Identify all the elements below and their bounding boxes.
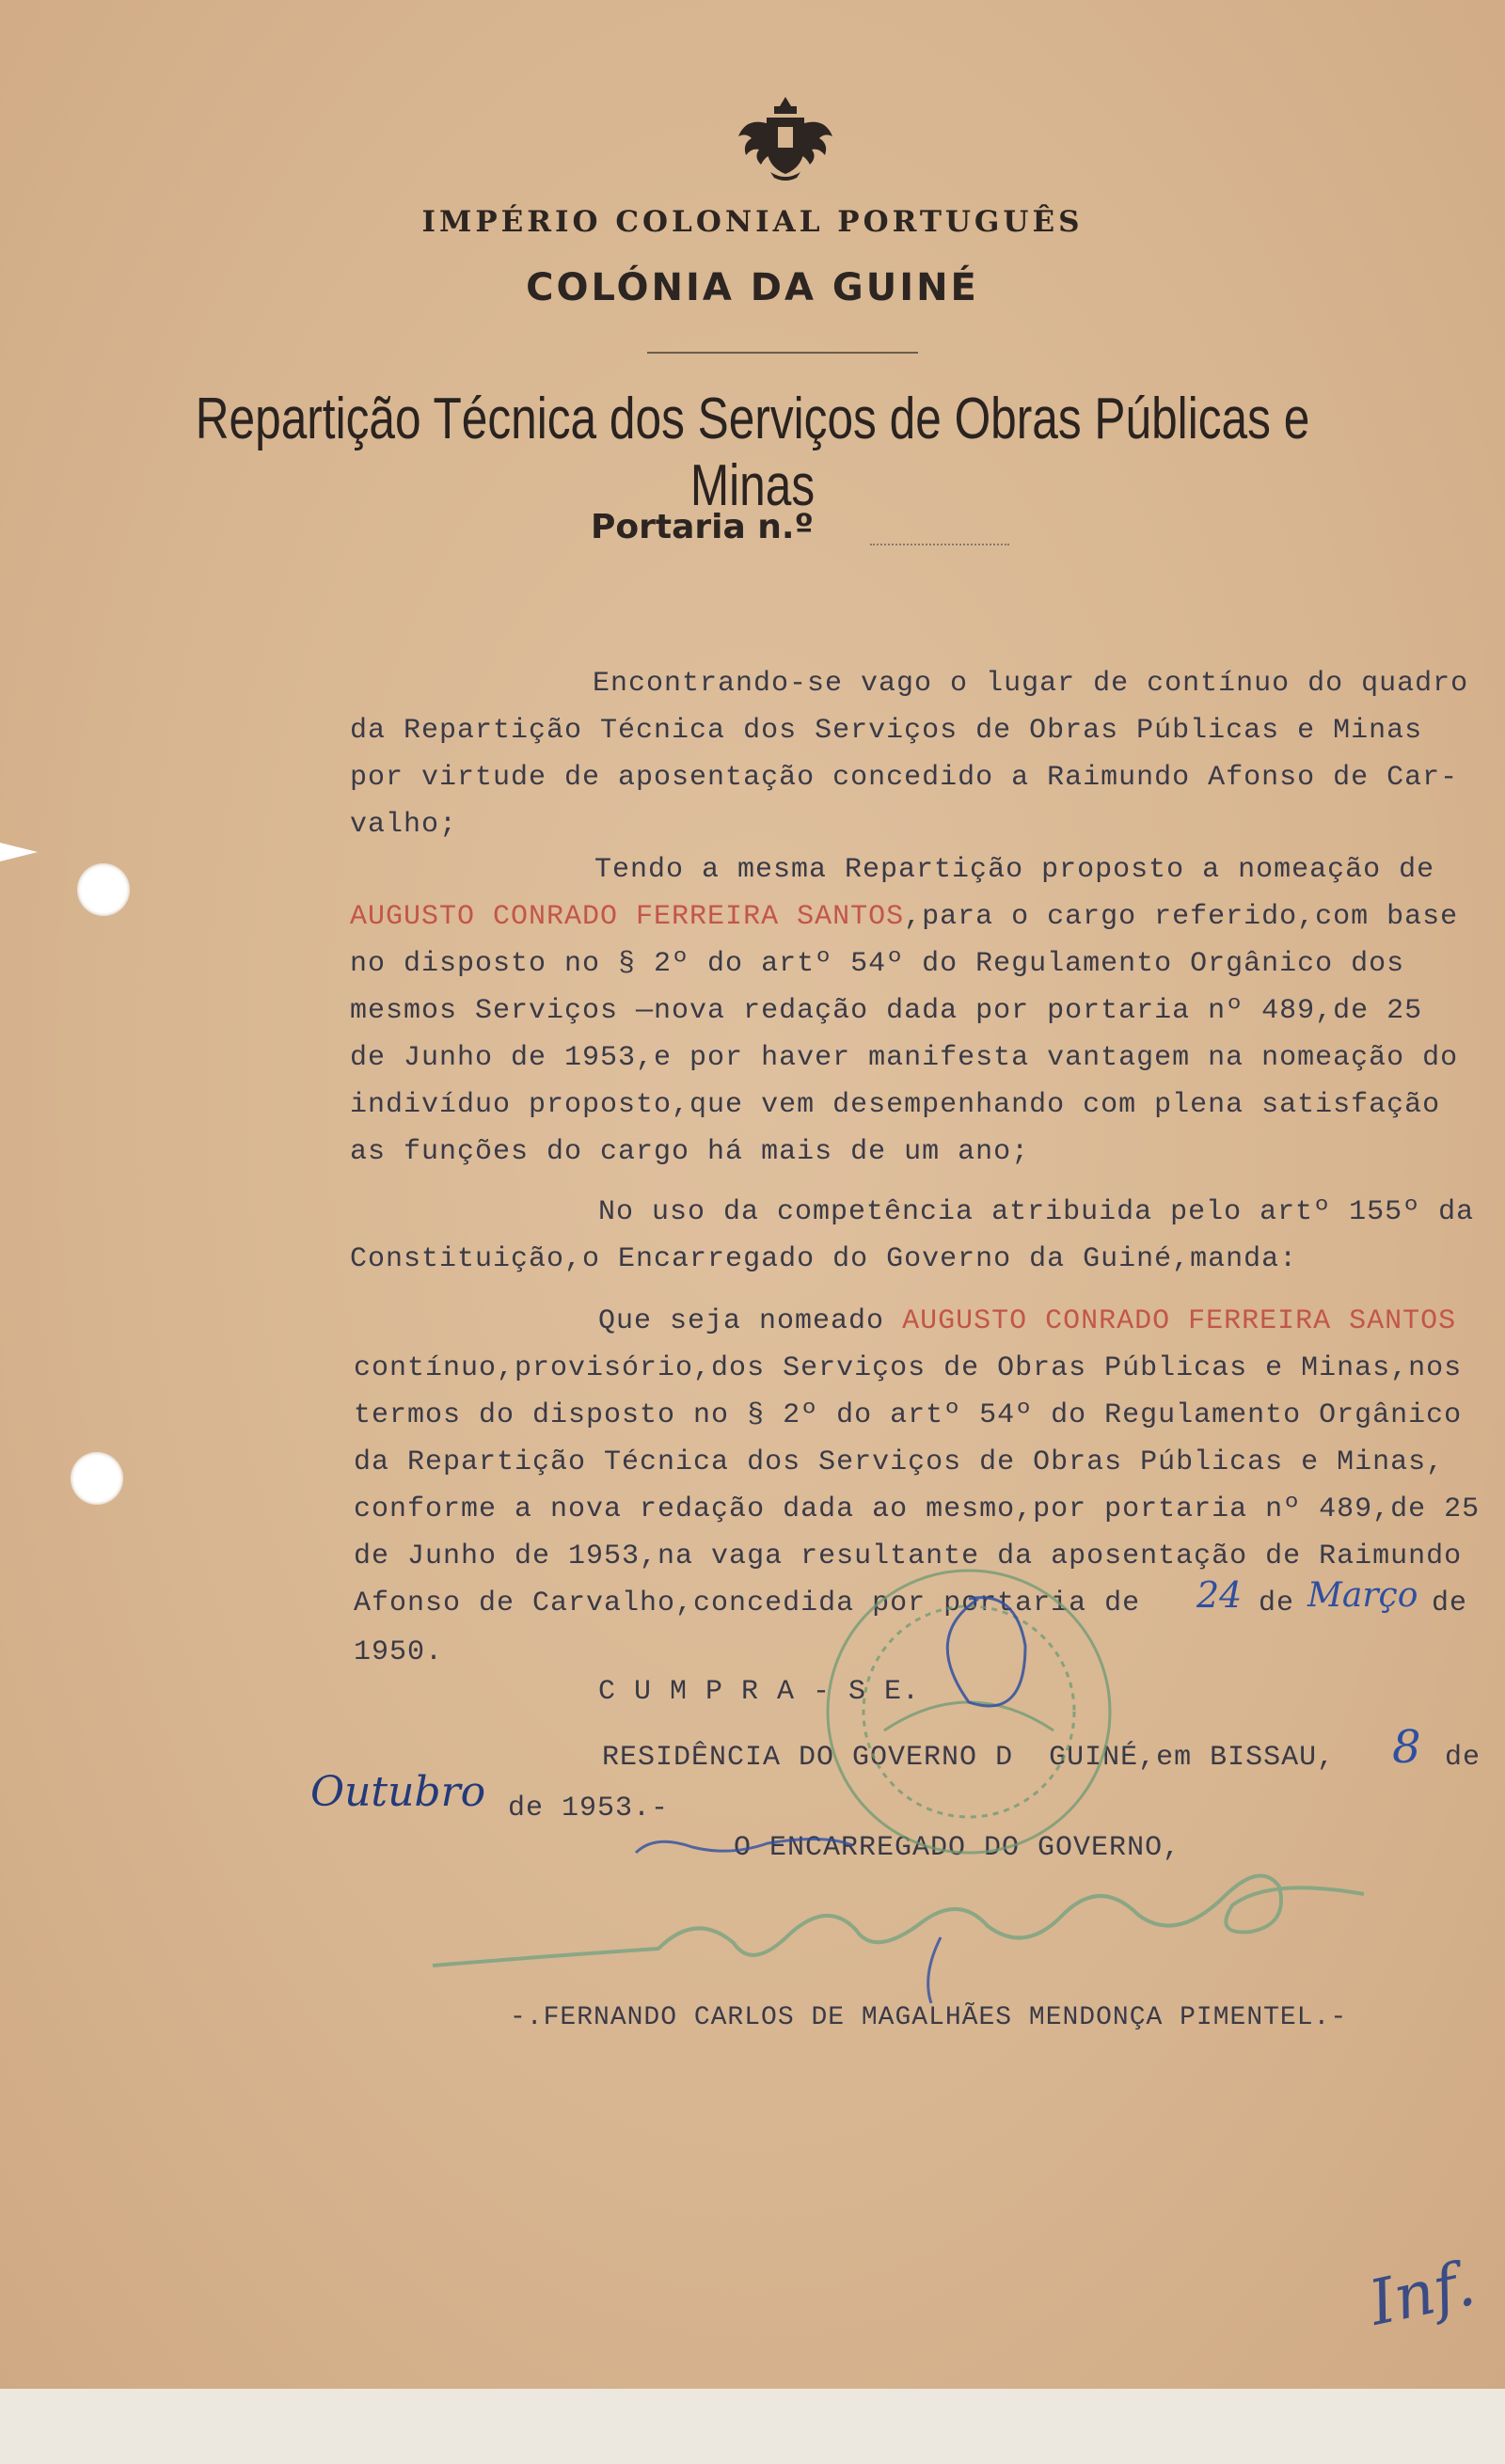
body-text: de bbox=[1445, 1742, 1481, 1774]
body-line bbox=[350, 901, 1458, 933]
body-line: valho; bbox=[350, 809, 458, 841]
signatory-name: -.FERNANDO CARLOS DE MAGALHÃES MENDONÇA PIMENTEL.- bbox=[510, 2003, 1348, 2032]
body-text: de bbox=[1432, 1587, 1468, 1619]
body-line: as funções do cargo há mais de um ano; bbox=[350, 1136, 1030, 1168]
body-line: de Junho de 1953,e por haver manifesta vantagem na nomeação do bbox=[350, 1042, 1459, 1074]
appointee-name: AUGUSTO CONRADO FERREIRA SANTOS bbox=[350, 901, 905, 933]
body-line: da Repartição Técnica dos Serviços de Obras Públicas e Minas, bbox=[354, 1446, 1445, 1478]
governor-signature bbox=[433, 1875, 1364, 1966]
body-text: Que seja nomeado bbox=[598, 1305, 885, 1337]
body-line: conforme a nova redação dada ao mesmo,por portaria nº 489,de 25 bbox=[354, 1493, 1481, 1525]
department-heading: Repartição Técnica dos Serviços de Obras Públicas e Minas bbox=[195, 387, 1310, 518]
appointee-name: AUGUSTO CONRADO FERREIRA SANTOS bbox=[902, 1305, 1457, 1337]
body-text: de bbox=[1259, 1587, 1295, 1619]
residence-line: RESIDÊNCIA DO GOVERNO D GUINÉ,em BISSAU, bbox=[602, 1742, 1336, 1774]
colony-heading: COLÓNIA DA GUINÉ bbox=[526, 266, 979, 309]
body-line: mesmos Serviços —nova redação dada por portaria nº 489,de 25 bbox=[350, 995, 1423, 1027]
date-year: de 1953.- bbox=[508, 1793, 670, 1824]
body-line: Encontrando-se vago o lugar de contínuo do quadro bbox=[593, 668, 1469, 700]
body-line: No uso da competência atribuida pelo artº 155º da bbox=[598, 1196, 1475, 1228]
margin-note: Inf. bbox=[1363, 2247, 1481, 2340]
punch-hole bbox=[71, 1452, 123, 1505]
empire-heading: IMPÉRIO COLONIAL PORTUGUÊS bbox=[421, 205, 1084, 239]
body-line: Tendo a mesma Repartição proposto a nomeação de bbox=[594, 854, 1435, 886]
body-line: Constituição,o Encarregado do Governo da Guiné,manda: bbox=[350, 1243, 1298, 1275]
coat-of-arms-icon bbox=[729, 89, 842, 183]
body-line: indivíduo proposto,que vem desempenhando com plena satisfação bbox=[350, 1089, 1441, 1121]
body-line: contínuo,provisório,dos Serviços de Obras Públicas e Minas,nos bbox=[354, 1352, 1463, 1384]
handwritten-month: Outubro bbox=[310, 1768, 486, 1816]
body-line: termos do disposto no § 2º do artº 54º do Regulamento Orgânico bbox=[354, 1399, 1463, 1431]
handwritten-day: 8 bbox=[1392, 1721, 1421, 1774]
body-line: de Junho de 1953,na vaga resultante da aposentação de Raimundo bbox=[354, 1540, 1463, 1572]
portaria-label: Portaria n.º bbox=[591, 508, 814, 546]
body-line: da Repartição Técnica dos Serviços de Obras Públicas e Minas bbox=[350, 715, 1423, 747]
signatory-title: O ENCARREGADO DO GOVERNO, bbox=[734, 1832, 1181, 1864]
body-line: Afonso de Carvalho,concedida por portaria de bbox=[354, 1587, 1141, 1619]
body-line: no disposto no § 2º do artº 54º do Regulamento Orgânico dos bbox=[350, 948, 1405, 980]
handwritten-month: Março bbox=[1307, 1576, 1418, 1615]
blue-ink-stroke bbox=[928, 1937, 941, 2003]
punch-hole bbox=[77, 863, 130, 916]
body-line: 1950. bbox=[354, 1636, 444, 1668]
divider bbox=[647, 352, 918, 354]
body-line: por virtude de aposentação concedido a Raimundo Afonso de Car- bbox=[350, 762, 1459, 794]
torn-edge bbox=[0, 843, 38, 861]
cumpra-se: C U M P R A - S E. bbox=[598, 1676, 921, 1708]
handwritten-day: 24 bbox=[1196, 1574, 1243, 1616]
body-text: ,para o cargo referido,com base bbox=[904, 901, 1459, 933]
body-line bbox=[598, 1305, 1456, 1337]
portaria-number-blank bbox=[870, 544, 1009, 545]
